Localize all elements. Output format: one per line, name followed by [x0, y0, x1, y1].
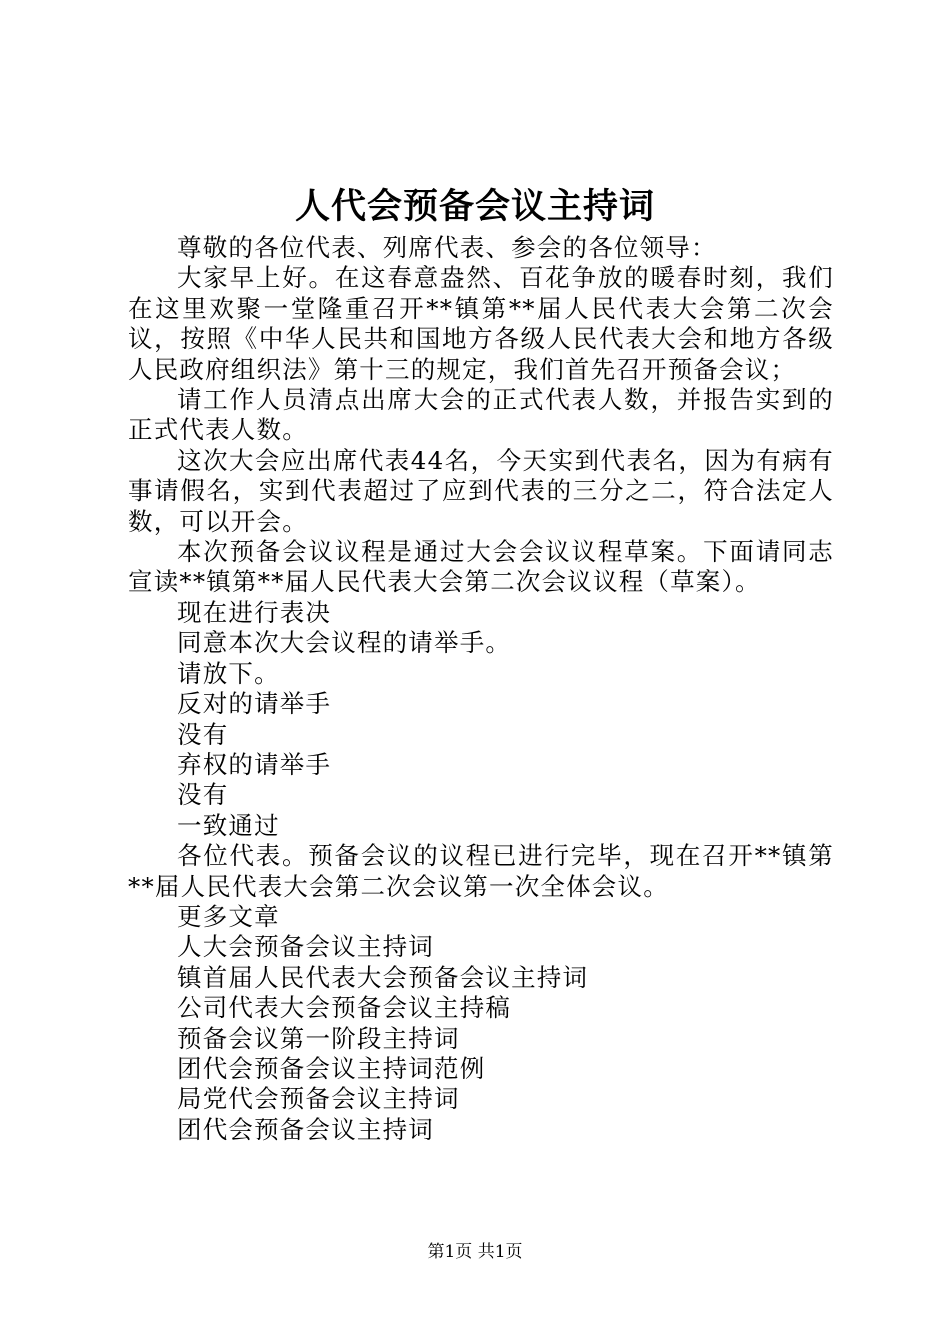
related-article-link[interactable]: 公司代表大会预备会议主持稿 — [177, 993, 512, 1023]
closing-paragraph: 各位代表。预备会议的议程已进行完毕，现在召开**镇第**届人民代表大会第二次会议第一次全体会议。 — [128, 841, 834, 901]
related-article-link[interactable]: 人大会预备会议主持词 — [177, 932, 434, 962]
headcount-paragraph: 请工作人员清点出席大会的正式代表人数，并报告实到的正式代表人数。 — [128, 385, 834, 445]
opening-paragraph: 大家早上好。在这春意盎然、百花争放的暖春时刻，我们在这里欢聚一堂隆重召开**镇第**届人民代表大会第二次会议，按照《中华人民共和国地方各级人民代表大会和地方各级人民政府组织法》第十三的规定，我们首先召开预备会议； — [128, 263, 834, 384]
related-article-link[interactable]: 团代会预备会议主持词范例 — [177, 1053, 486, 1083]
vote-lower-paragraph: 请放下。 — [177, 658, 280, 688]
agenda-paragraph: 本次预备会议议程是通过大会会议议程草案。下面请同志宣读**镇第**届人民代表大会第二次会议议程（草案）。 — [128, 537, 834, 597]
vote-none-paragraph: 没有 — [177, 719, 229, 749]
related-article-link[interactable]: 团代会预备会议主持词 — [177, 1114, 434, 1144]
related-article-link[interactable]: 预备会议第一阶段主持词 — [177, 1023, 460, 1053]
related-article-link[interactable]: 局党代会预备会议主持词 — [177, 1084, 460, 1114]
attendance-paragraph: 这次大会应出席代表44名，今天实到代表名，因为有病有事请假名，实到代表超过了应到代表的三分之二，符合法定人数，可以开会。 — [128, 445, 834, 536]
document-body — [128, 233, 834, 1145]
vote-none-paragraph: 没有 — [177, 780, 229, 810]
vote-abstain-paragraph: 弃权的请举手 — [177, 749, 332, 779]
greeting-paragraph: 尊敬的各位代表、列席代表、参会的各位领导： — [177, 233, 717, 262]
vote-oppose-paragraph: 反对的请举手 — [177, 689, 332, 719]
vote-agree-paragraph: 同意本次大会议程的请举手。 — [177, 628, 512, 658]
more-articles-heading: 更多文章 — [177, 901, 280, 931]
vote-passed-paragraph: 一致通过 — [177, 810, 280, 840]
vote-paragraph: 现在进行表决 — [177, 597, 332, 627]
related-article-link[interactable]: 镇首届人民代表大会预备会议主持词 — [177, 962, 589, 992]
page-number: 第1页 共1页 — [427, 1242, 523, 1262]
document-title: 人代会预备会议主持词 — [294, 186, 655, 227]
